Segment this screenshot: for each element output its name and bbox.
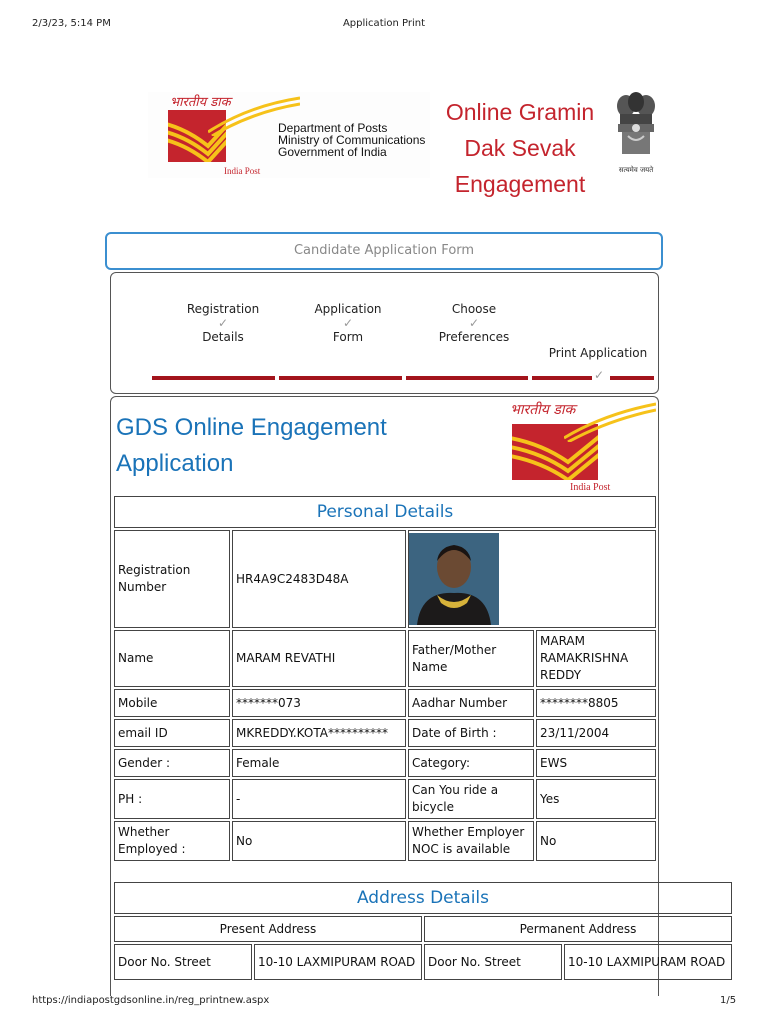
national-emblem <box>612 92 660 178</box>
present-address-head: Present Address <box>114 916 422 942</box>
step-bar-1 <box>152 376 275 380</box>
step-2-bottom: Form <box>332 330 364 344</box>
print-title: Application Print <box>342 18 426 29</box>
step-1-bottom: Details <box>202 330 244 344</box>
permanent-address-head: Permanent Address <box>424 916 732 942</box>
permanent-door-label: Door No. Street <box>424 944 562 980</box>
step-3-top: Choose <box>451 302 497 316</box>
mobile-label: Mobile <box>114 689 230 717</box>
employed-label: Whether Employed : <box>114 821 230 861</box>
gds-title-line-1: Online Gramin <box>445 99 595 125</box>
bicycle-label: Can You ride a bicycle <box>408 779 534 819</box>
permanent-door-value: 10-10 LAXMIPURAM ROAD <box>564 944 732 980</box>
dept-line-1: Department of Posts <box>278 121 388 135</box>
employed-value: No <box>232 821 406 861</box>
print-page-number: 1/5 <box>720 995 737 1006</box>
step-1-check-icon: ✓ <box>217 316 229 330</box>
india-post-label: India Post <box>224 166 261 176</box>
noc-label: Whether Employer NOC is available <box>408 821 534 861</box>
step-2-top: Application <box>314 302 382 316</box>
dob-value: 23/11/2004 <box>536 719 656 747</box>
email-label: email ID <box>114 719 230 747</box>
present-door-value: 10-10 LAXMIPURAM ROAD <box>254 944 422 980</box>
registration-number-value: HR4A9C2483D48A <box>232 530 406 628</box>
personal-details-heading: Personal Details <box>114 496 656 528</box>
gds-engagement-title <box>432 94 608 202</box>
aadhar-label: Aadhar Number <box>408 689 534 717</box>
parent-name-label: Father/Mother Name <box>408 630 534 687</box>
dept-line-2: Ministry of Communications <box>278 133 426 147</box>
print-datetime: 2/3/23, 5:14 PM <box>32 18 111 29</box>
india-post-hindi-small: भारतीय डाक <box>510 402 576 418</box>
personal-details-table <box>112 494 658 863</box>
candidate-photo <box>409 533 499 625</box>
category-label: Category: <box>408 749 534 777</box>
present-door-label: Door No. Street <box>114 944 252 980</box>
bicycle-value: Yes <box>536 779 656 819</box>
india-post-logo <box>148 92 430 178</box>
ph-label: PH : <box>114 779 230 819</box>
step-registration <box>163 302 283 344</box>
app-title-line-1: GDS Online Engagement <box>116 414 387 441</box>
category-value: EWS <box>536 749 656 777</box>
national-emblem-icon <box>612 92 660 162</box>
gds-title-line-2: Dak Sevak <box>464 135 576 161</box>
step-1-top: Registration <box>186 302 260 316</box>
app-title-line-2: Application <box>116 450 234 477</box>
photo-cell <box>408 530 656 628</box>
step-3-check-icon: ✓ <box>468 316 480 330</box>
aadhar-value: ********8805 <box>536 689 656 717</box>
registration-number-label: Registration Number <box>114 530 230 628</box>
step-3-bottom: Preferences <box>438 330 510 344</box>
gds-title-line-3: Engagement <box>454 171 586 197</box>
step-2-check-icon: ✓ <box>342 316 354 330</box>
application-title <box>116 410 387 482</box>
india-post-logo-small <box>484 400 656 494</box>
gender-value: Female <box>232 749 406 777</box>
step-4-check-icon: ✓ <box>594 368 605 382</box>
noc-value: No <box>536 821 656 861</box>
step-4-label: Print Application <box>548 346 648 360</box>
dob-label: Date of Birth : <box>408 719 534 747</box>
address-details-table <box>112 880 734 982</box>
print-url: https://indiapostgdsonline.in/reg_printnew.aspx <box>32 995 270 1006</box>
name-value: MARAM REVATHI <box>232 630 406 687</box>
india-post-label-small: India Post <box>570 482 611 493</box>
dept-line-3: Government of India <box>278 145 387 159</box>
emblem-motto: सत्यमेव जयते <box>618 166 654 174</box>
ph-value: - <box>232 779 406 819</box>
step-print <box>538 346 658 360</box>
logo-swoosh-small-icon <box>564 402 656 442</box>
name-label: Name <box>114 630 230 687</box>
step-bar-3 <box>406 376 528 380</box>
step-bar-2 <box>279 376 402 380</box>
step-bar-4b <box>610 376 654 380</box>
mobile-value: *******073 <box>232 689 406 717</box>
parent-name-value: MARAM RAMAKRISHNA REDDY <box>536 630 656 687</box>
step-preferences <box>414 302 534 344</box>
form-title: Candidate Application Form <box>105 232 663 270</box>
email-value: MKREDDY.KOTA********** <box>232 719 406 747</box>
india-post-hindi: भारतीय डाक <box>170 95 231 110</box>
step-application <box>288 302 408 344</box>
step-bar-4a <box>532 376 592 380</box>
gender-label: Gender : <box>114 749 230 777</box>
address-details-heading: Address Details <box>114 882 732 914</box>
